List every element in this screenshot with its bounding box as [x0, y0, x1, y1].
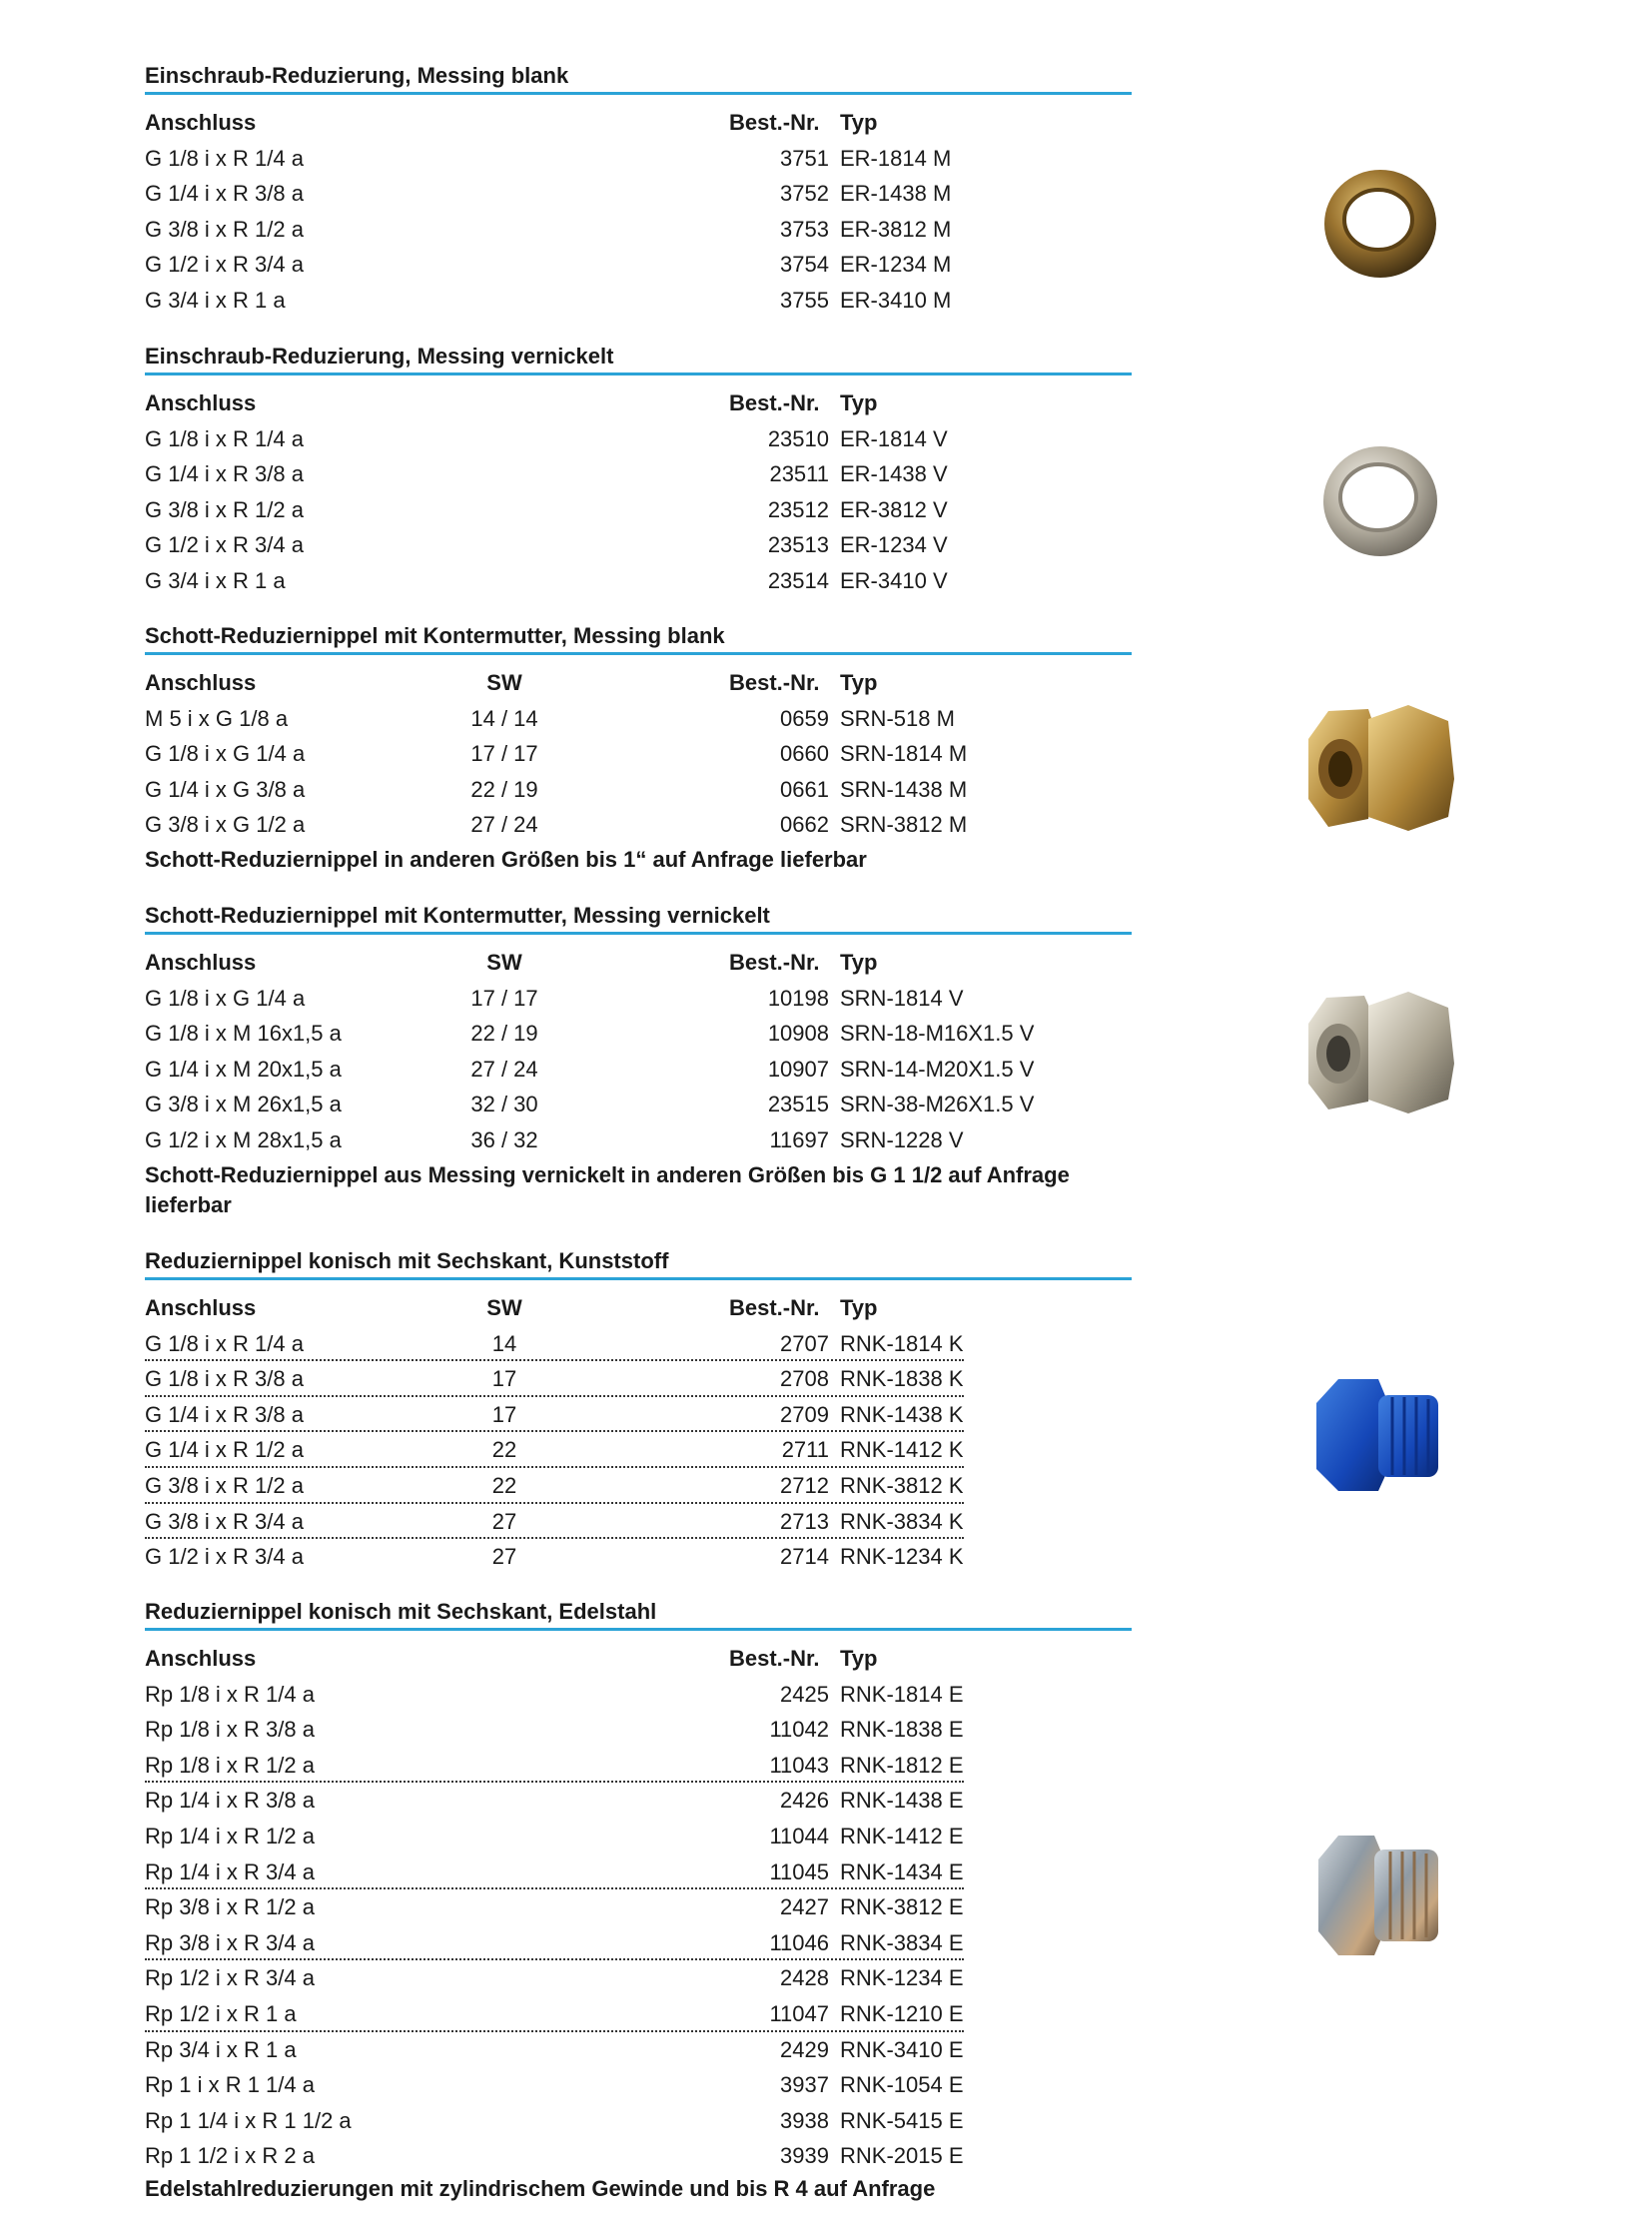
cell-bestnr: 11042	[769, 1717, 829, 1743]
section-rule	[145, 652, 1132, 655]
table-row	[145, 492, 1132, 528]
section-rnk-edelstahl	[145, 1598, 1132, 2202]
cell-anschluss: Rp 1/2 i x R 3/4 a	[145, 1965, 315, 1991]
cell-anschluss: Rp 1 i x R 1 1/4 a	[145, 2072, 315, 2098]
cell-bestnr: 2714	[780, 1544, 829, 1570]
cell-anschluss: G 3/8 i x R 1/2 a	[145, 1472, 304, 1498]
cell-anschluss: Rp 3/8 i x R 3/4 a	[145, 1929, 315, 1955]
cell-typ: RNK-3834 E	[840, 1929, 964, 1955]
cell-anschluss: Rp 1/8 i x R 1/2 a	[145, 1752, 315, 1778]
cell-typ: ER-1438 M	[840, 181, 952, 207]
section-er-messing-vernickelt	[145, 343, 1132, 599]
col-bestnr: Best.-Nr.	[729, 390, 820, 415]
table-row	[145, 421, 1132, 457]
table-header	[145, 1290, 1132, 1326]
cell-typ: RNK-1412 E	[840, 1823, 964, 1849]
cell-anschluss: G 1/8 i x R 1/4 a	[145, 1330, 304, 1356]
table-row	[145, 1087, 1132, 1122]
table-row	[145, 1468, 964, 1504]
table-header	[145, 945, 1132, 981]
section-srn-messing-blank	[145, 622, 1132, 875]
table-row	[145, 1016, 1132, 1052]
col-sw: SW	[486, 670, 522, 695]
table-row	[145, 563, 1132, 599]
cell-typ: SRN-1814 M	[840, 741, 968, 767]
cell-anschluss: Rp 1/8 i x R 1/4 a	[145, 1681, 315, 1707]
cell-anschluss: G 1/4 i x M 20x1,5 a	[145, 1056, 342, 1082]
cell-sw: 27	[491, 1544, 517, 1570]
section-title: Reduziernippel konisch mit Sechskant, Kunststoff	[145, 1248, 669, 1273]
cell-typ: SRN-1438 M	[840, 776, 968, 802]
cell-bestnr: 0660	[780, 741, 829, 767]
cell-anschluss: G 3/4 i x R 1 a	[145, 287, 286, 313]
cell-typ: ER-3812 V	[840, 496, 948, 522]
cell-anschluss: Rp 1/4 i x R 3/4 a	[145, 1858, 315, 1884]
cell-sw: 14	[491, 1330, 517, 1356]
section-srn-messing-vernickelt	[145, 902, 1132, 1220]
cell-anschluss: G 3/8 i x R 1/2 a	[145, 216, 304, 242]
cell-typ: RNK-1054 E	[840, 2072, 964, 2098]
cell-typ: RNK-1814 E	[840, 1681, 964, 1707]
cell-anschluss: Rp 1/4 i x R 3/8 a	[145, 1788, 315, 1814]
cell-typ: RNK-3812 E	[840, 1894, 964, 1920]
cell-typ: RNK-1234 K	[840, 1544, 964, 1570]
cell-bestnr: 2427	[780, 1894, 829, 1920]
cell-anschluss: Rp 1/4 i x R 1/2 a	[145, 1823, 315, 1849]
table-row	[145, 283, 1132, 319]
col-anschluss: Anschluss	[145, 670, 257, 695]
cell-anschluss: G 1/8 i x R 3/8 a	[145, 1366, 304, 1392]
cell-typ: SRN-14-M20X1.5 V	[840, 1056, 1035, 1082]
section-er-messing-blank	[145, 62, 1132, 319]
cell-typ: RNK-1814 K	[840, 1330, 964, 1356]
col-sw: SW	[486, 1295, 522, 1320]
table-row	[145, 1326, 964, 1362]
cell-anschluss: Rp 3/8 i x R 1/2 a	[145, 1894, 315, 1920]
cell-typ: SRN-38-M26X1.5 V	[840, 1092, 1035, 1117]
cell-anschluss: G 1/4 i x R 1/2 a	[145, 1437, 304, 1463]
table-row	[145, 2032, 1132, 2068]
section-title: Einschraub-Reduzierung, Messing blank	[145, 63, 569, 88]
cell-bestnr: 23510	[767, 425, 829, 451]
cell-typ: ER-1438 V	[840, 461, 948, 487]
cell-anschluss: G 1/4 i x R 3/8 a	[145, 1401, 304, 1427]
cell-typ: SRN-1228 V	[840, 1126, 964, 1152]
cell-bestnr: 10198	[767, 985, 829, 1011]
table-row	[145, 981, 1132, 1017]
stainless-reducing-nipple-photo	[1308, 1828, 1448, 1962]
col-sw: SW	[486, 950, 522, 975]
cell-bestnr: 3753	[780, 216, 829, 242]
col-typ: Typ	[840, 390, 878, 415]
cell-anschluss: G 3/8 i x M 26x1,5 a	[145, 1092, 342, 1117]
table-row	[145, 807, 1132, 843]
cell-anschluss: Rp 1/8 i x R 3/8 a	[145, 1717, 315, 1743]
col-bestnr: Best.-Nr.	[729, 1646, 820, 1671]
cell-bestnr: 3939	[780, 2143, 829, 2169]
cell-anschluss: Rp 1 1/2 i x R 2 a	[145, 2143, 315, 2169]
cell-bestnr: 10907	[767, 1056, 829, 1082]
table-row	[145, 2103, 1132, 2139]
cell-typ: SRN-3812 M	[840, 812, 968, 838]
cell-anschluss: G 3/8 i x R 3/4 a	[145, 1508, 304, 1534]
table-row	[145, 2138, 1132, 2174]
cell-anschluss: G 1/4 i x R 3/8 a	[145, 181, 304, 207]
col-anschluss: Anschluss	[145, 390, 257, 415]
cell-bestnr: 2429	[780, 2036, 829, 2062]
cell-typ: RNK-1234 E	[840, 1965, 964, 1991]
table-row	[145, 1504, 964, 1540]
table-row	[145, 212, 1132, 248]
cell-bestnr: 2428	[780, 1965, 829, 1991]
cell-anschluss: G 1/2 i x R 3/4 a	[145, 532, 304, 558]
cell-bestnr: 23513	[767, 532, 829, 558]
cell-typ: RNK-1412 K	[840, 1437, 964, 1463]
table-row	[145, 456, 1132, 492]
table-row	[145, 1925, 964, 1961]
cell-typ: ER-3812 M	[840, 216, 952, 242]
cell-bestnr: 10908	[767, 1021, 829, 1047]
cell-typ: ER-3410 M	[840, 287, 952, 313]
cell-anschluss: G 3/4 i x R 1 a	[145, 567, 286, 593]
col-typ: Typ	[840, 670, 878, 695]
section-note: Edelstahlreduzierungen mit zylindrischem Gewinde und bis R 4 auf Anfrage	[145, 2175, 936, 2201]
cell-anschluss: G 3/8 i x G 1/2 a	[145, 812, 306, 838]
cell-typ: RNK-3812 K	[840, 1472, 964, 1498]
col-anschluss: Anschluss	[145, 950, 257, 975]
table-header	[145, 665, 1132, 701]
table-row	[145, 1783, 1132, 1819]
cell-typ: SRN-1814 V	[840, 985, 964, 1011]
table-row	[145, 1854, 964, 1890]
cell-bestnr: 2709	[780, 1401, 829, 1427]
section-title: Reduziernippel konisch mit Sechskant, Edelstahl	[145, 1599, 657, 1624]
table-row	[145, 1052, 1132, 1088]
table-row	[145, 1397, 964, 1433]
cell-typ: ER-1814 V	[840, 425, 948, 451]
cell-anschluss: Rp 1/2 i x R 1 a	[145, 2000, 297, 2026]
cell-anschluss: Rp 3/4 i x R 1 a	[145, 2036, 297, 2062]
cell-bestnr: 2708	[780, 1366, 829, 1392]
cell-bestnr: 23511	[769, 461, 829, 487]
table-row	[145, 1677, 1132, 1713]
table-row	[145, 247, 1132, 283]
section-rule	[145, 1628, 1132, 1631]
brass-bulkhead-nipple-photo	[1298, 699, 1458, 839]
cell-anschluss: G 1/8 i x M 16x1,5 a	[145, 1021, 342, 1047]
table-row	[145, 701, 1132, 737]
cell-bestnr: 11044	[769, 1823, 829, 1849]
col-bestnr: Best.-Nr.	[729, 110, 820, 135]
table-row	[145, 772, 1132, 808]
cell-typ: ER-1234 V	[840, 532, 948, 558]
table-header	[145, 1641, 1132, 1677]
table-header	[145, 385, 1132, 421]
cell-sw: 27 / 24	[470, 1056, 538, 1082]
section-title: Schott-Reduziernippel mit Kontermutter, Messing vernickelt	[145, 903, 770, 928]
cell-anschluss: G 1/2 i x R 3/4 a	[145, 1544, 304, 1570]
cell-typ: RNK-1838 K	[840, 1366, 964, 1392]
table-row	[145, 176, 1132, 212]
cell-anschluss: G 1/2 i x M 28x1,5 a	[145, 1126, 342, 1152]
table-row	[145, 1432, 964, 1468]
table-row	[145, 527, 1132, 563]
nickel-bulkhead-nipple-photo	[1298, 984, 1458, 1123]
table-row	[145, 1748, 964, 1784]
cell-typ: SRN-518 M	[840, 705, 955, 731]
cell-typ: RNK-1438 E	[840, 1788, 964, 1814]
cell-bestnr: 2712	[780, 1472, 829, 1498]
cell-bestnr: 23515	[767, 1092, 829, 1117]
cell-bestnr: 3937	[780, 2072, 829, 2098]
cell-bestnr: 2707	[780, 1330, 829, 1356]
cell-bestnr: 11045	[769, 1858, 829, 1884]
section-title: Einschraub-Reduzierung, Messing vernickelt	[145, 344, 614, 369]
table-row	[145, 1122, 1132, 1158]
section-title: Schott-Reduziernippel mit Kontermutter, Messing blank	[145, 623, 725, 648]
cell-bestnr: 23514	[767, 567, 829, 593]
section-rule	[145, 372, 1132, 375]
cell-bestnr: 2711	[781, 1437, 829, 1463]
table-row	[145, 1712, 1132, 1748]
cell-typ: RNK-3834 K	[840, 1508, 964, 1534]
cell-anschluss: G 1/8 i x G 1/4 a	[145, 985, 306, 1011]
plastic-reducing-nipple-photo	[1308, 1373, 1448, 1498]
cell-anschluss: M 5 i x G 1/8 a	[145, 705, 289, 731]
cell-typ: RNK-5415 E	[840, 2107, 964, 2133]
col-anschluss: Anschluss	[145, 110, 257, 135]
table-row	[145, 1819, 1132, 1854]
section-rule	[145, 92, 1132, 95]
col-bestnr: Best.-Nr.	[729, 670, 820, 695]
cell-typ: RNK-1210 E	[840, 2000, 964, 2026]
cell-anschluss: G 3/8 i x R 1/2 a	[145, 496, 304, 522]
col-typ: Typ	[840, 1646, 878, 1671]
cell-typ: RNK-1434 E	[840, 1858, 964, 1884]
cell-sw: 22	[491, 1472, 517, 1498]
cell-bestnr: 0661	[780, 776, 829, 802]
table-row	[145, 1960, 1132, 1996]
section-rnk-kunststoff	[145, 1247, 1132, 1575]
cell-sw: 32 / 30	[470, 1092, 538, 1117]
table-row	[145, 1889, 1132, 1925]
cell-bestnr: 3751	[780, 145, 829, 171]
table-row	[145, 1361, 964, 1397]
col-bestnr: Best.-Nr.	[729, 1295, 820, 1320]
col-anschluss: Anschluss	[145, 1295, 257, 1320]
section-note: Schott-Reduziernippel aus Messing vernickelt in anderen Größen bis G 1 1/2 auf Anfrage lieferbar	[145, 1161, 1070, 1217]
cell-bestnr: 3754	[780, 252, 829, 278]
cell-typ: RNK-1438 K	[840, 1401, 964, 1427]
cell-anschluss: G 1/8 i x R 1/4 a	[145, 145, 304, 171]
cell-anschluss: G 1/8 i x R 1/4 a	[145, 425, 304, 451]
col-bestnr: Best.-Nr.	[729, 950, 820, 975]
cell-sw: 36 / 32	[470, 1126, 538, 1152]
table-row	[145, 736, 1132, 772]
cell-sw: 17 / 17	[470, 741, 538, 767]
cell-bestnr: 3938	[780, 2107, 829, 2133]
cell-anschluss: G 1/4 i x G 3/8 a	[145, 776, 306, 802]
cell-anschluss: G 1/2 i x R 3/4 a	[145, 252, 304, 278]
section-rule	[145, 1277, 1132, 1280]
cell-sw: 14 / 14	[470, 705, 538, 731]
cell-sw: 17 / 17	[470, 985, 538, 1011]
cell-typ: RNK-2015 E	[840, 2143, 964, 2169]
cell-bestnr: 11047	[769, 2000, 829, 2026]
cell-bestnr: 0659	[780, 705, 829, 731]
cell-anschluss: G 1/4 i x R 3/8 a	[145, 461, 304, 487]
cell-anschluss: Rp 1 1/4 i x R 1 1/2 a	[145, 2107, 352, 2133]
cell-typ: SRN-18-M16X1.5 V	[840, 1021, 1035, 1047]
table-row	[145, 141, 1132, 177]
cell-bestnr: 3752	[780, 181, 829, 207]
cell-bestnr: 11043	[769, 1752, 829, 1778]
cell-sw: 22 / 19	[470, 1021, 538, 1047]
cell-typ: ER-1814 M	[840, 145, 952, 171]
brass-reducer-ring-photo	[1318, 160, 1443, 285]
cell-bestnr: 0662	[780, 812, 829, 838]
table-row	[145, 1539, 1132, 1575]
cell-sw: 17	[491, 1401, 517, 1427]
cell-sw: 17	[491, 1366, 517, 1392]
cell-bestnr: 2425	[780, 1681, 829, 1707]
cell-typ: ER-1234 M	[840, 252, 952, 278]
cell-bestnr: 3755	[780, 287, 829, 313]
nickel-reducer-ring-photo	[1318, 439, 1443, 564]
cell-bestnr: 23512	[767, 496, 829, 522]
cell-bestnr: 11697	[769, 1126, 829, 1152]
cell-anschluss: G 1/8 i x G 1/4 a	[145, 741, 306, 767]
cell-sw: 22	[491, 1437, 517, 1463]
section-rule	[145, 932, 1132, 935]
cell-bestnr: 2713	[780, 1508, 829, 1534]
col-typ: Typ	[840, 110, 878, 135]
col-anschluss: Anschluss	[145, 1646, 257, 1671]
cell-typ: RNK-1838 E	[840, 1717, 964, 1743]
cell-bestnr: 11046	[769, 1929, 829, 1955]
col-typ: Typ	[840, 1295, 878, 1320]
table-row	[145, 1996, 964, 2032]
table-header	[145, 105, 1132, 141]
col-typ: Typ	[840, 950, 878, 975]
cell-typ: RNK-1812 E	[840, 1752, 964, 1778]
table-row	[145, 2067, 1132, 2103]
cell-sw: 27 / 24	[470, 812, 538, 838]
cell-sw: 22 / 19	[470, 776, 538, 802]
cell-bestnr: 2426	[780, 1788, 829, 1814]
cell-sw: 27	[491, 1508, 517, 1534]
cell-typ: ER-3410 V	[840, 567, 948, 593]
cell-typ: RNK-3410 E	[840, 2036, 964, 2062]
section-note: Schott-Reduziernippel in anderen Größen bis 1“ auf Anfrage lieferbar	[145, 846, 867, 872]
